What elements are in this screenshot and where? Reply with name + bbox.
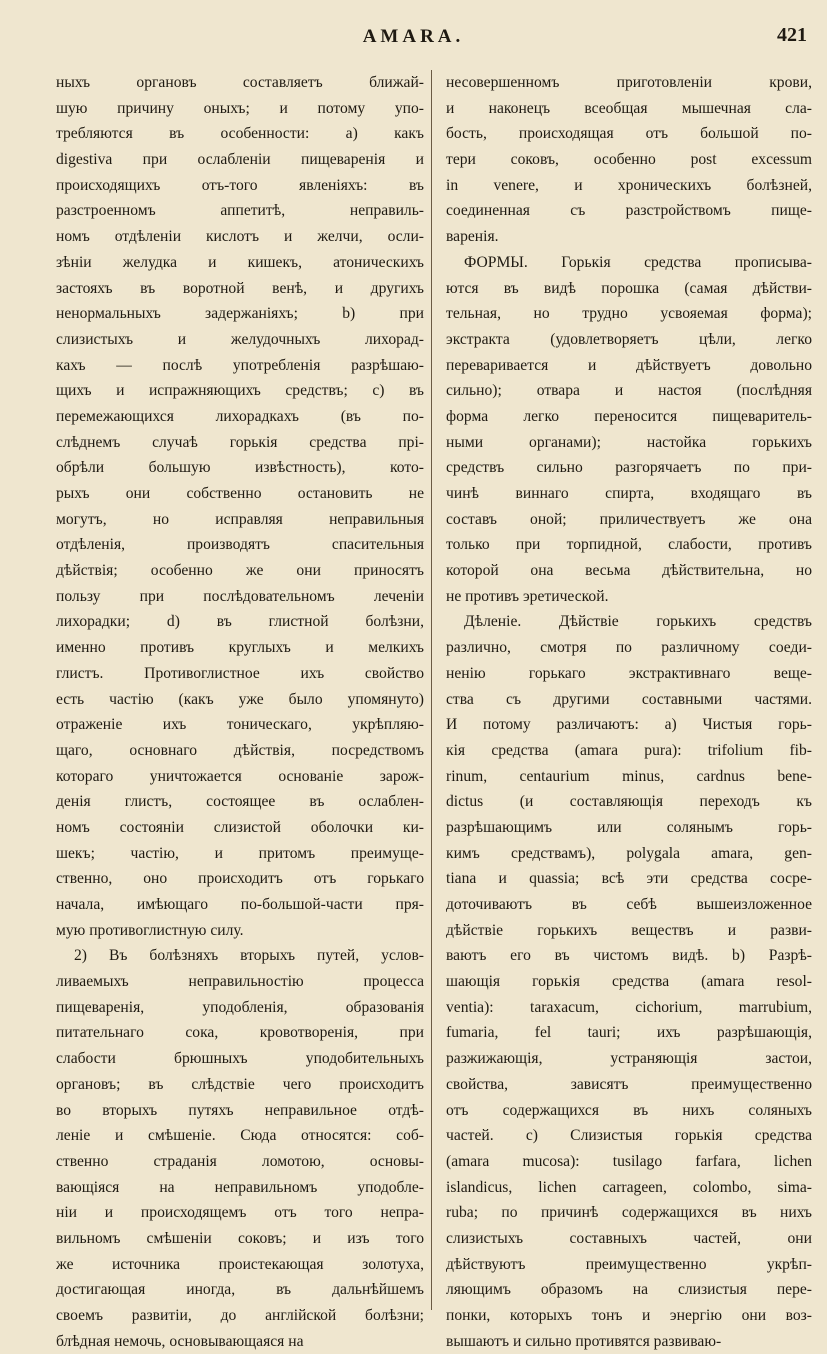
text-line: частей. c) Слизистыя горькія средства bbox=[446, 1127, 812, 1145]
column-divider bbox=[431, 70, 432, 1310]
text-line: котораго уничтожается основаніе зарож- bbox=[56, 767, 424, 785]
text-line: разжижающія, устраняющія застои, bbox=[446, 1050, 812, 1068]
text-line: отдѣленія, производятъ спасительныя bbox=[56, 536, 424, 554]
text-line: именно противъ круглыхъ и мелкихъ bbox=[56, 639, 424, 657]
text-line: ФОРМЫ. Горькія средства прописыва- bbox=[464, 253, 812, 271]
text-line: кахъ — послѣ употребленія разрѣшаю- bbox=[56, 356, 424, 374]
text-line: ruba; по причинѣ содержащихся въ нихъ bbox=[446, 1204, 812, 1222]
text-line: сильно); отвара и настоя (послѣдняя bbox=[446, 382, 812, 400]
text-line: tiana и quassia; всѣ эти средства сосре- bbox=[446, 870, 812, 888]
text-line: питательнаго сока, кровотворенія, при bbox=[56, 1024, 424, 1042]
text-line: только при торпидной, слабости, противъ bbox=[446, 536, 812, 554]
text-line: шекъ; частію, и притомъ преимуще- bbox=[56, 844, 424, 862]
text-line: варенія. bbox=[446, 228, 499, 246]
text-line: 2) Въ болѣзняхъ вторыхъ путей, услов- bbox=[74, 947, 424, 965]
text-line: fumaria, fel tauri; ихъ разрѣшающія, bbox=[446, 1024, 812, 1042]
text-line: требляются въ особенности: a) какъ bbox=[56, 125, 424, 143]
text-line: ливаемыхъ неправильностію процесса bbox=[56, 973, 424, 991]
text-line: бость, происходящая отъ большой по- bbox=[446, 125, 812, 143]
text-line: (amara mucosa): tusilago farfara, lichen bbox=[446, 1152, 812, 1170]
text-line: же источника проистекающая золотуха, bbox=[56, 1255, 424, 1273]
text-line: есть частію (какъ уже было упомянуто) bbox=[56, 690, 424, 708]
text-line: экстракта (удовлетворяетъ цѣли, легко bbox=[446, 330, 812, 348]
text-line: застояхъ въ воротной венѣ, и другихъ bbox=[56, 279, 424, 297]
text-line: кимъ средствамъ), polygala amara, gen- bbox=[446, 844, 812, 862]
text-line: форма легко переносится пищеваритель- bbox=[446, 407, 812, 425]
text-line: отъ содержащихся въ нихъ соляныхъ bbox=[446, 1101, 812, 1119]
running-title: АМАRА. bbox=[362, 26, 465, 47]
text-line: во вторыхъ путяхъ неправильное отдѣ- bbox=[56, 1101, 424, 1119]
text-line: ными органами); настойка горькихъ bbox=[446, 433, 812, 451]
text-line: дѣйствія; особенно же они приносятъ bbox=[56, 562, 424, 580]
page-header bbox=[0, 22, 827, 58]
text-line: не противъ эретической. bbox=[446, 587, 609, 605]
text-line: и наконецъ всеобщая мышечная сла- bbox=[446, 99, 812, 117]
text-line: происходящихъ отъ-того явленіяхъ: въ bbox=[56, 176, 424, 194]
text-line: слизистыхъ и желудочныхъ лихорад- bbox=[56, 330, 424, 348]
text-line: могутъ, но исправляя неправильныя bbox=[56, 510, 424, 528]
text-line: блѣдная немочь, основывающаяся на bbox=[56, 1332, 304, 1350]
text-line: ненормальныхъ задержаніяхъ; b) при bbox=[56, 305, 424, 323]
text-line: глистъ. Противоглистное ихъ свойство bbox=[56, 664, 424, 682]
text-line: пользу при послѣдовательномъ леченіи bbox=[56, 587, 424, 605]
text-line: Дѣленіе. Дѣйствіе горькихъ средствъ bbox=[464, 613, 812, 631]
text-line: несовершенномъ приготовленіи крови, bbox=[446, 74, 812, 91]
text-line: digestiva при ослабленіи пищеваренія и bbox=[56, 151, 424, 169]
text-line: доточиваютъ въ себѣ вышеизложенное bbox=[446, 896, 812, 913]
text-line: разстроенномъ аппетитѣ, неправиль- bbox=[56, 202, 424, 220]
text-line: составъ оной; приличествуетъ же она bbox=[446, 510, 812, 528]
text-line: средствъ сильно разгорячаетъ по при- bbox=[446, 459, 812, 477]
text-line: начала, имѣющаго по-большой-части пря- bbox=[56, 896, 424, 913]
text-line: обрѣли большую извѣстность), кото- bbox=[56, 459, 424, 477]
text-line: ніи и происходящемъ отъ того непра- bbox=[56, 1204, 424, 1222]
text-line: номъ состояніи слизистой оболочки ки- bbox=[56, 818, 424, 836]
text-line: щихъ и испражняющихъ средствъ; c) въ bbox=[56, 382, 424, 400]
text-line: ственно страданія ломотою, основы- bbox=[56, 1152, 424, 1170]
text-line: ляющимъ образомъ на слизистыя пере- bbox=[446, 1281, 812, 1299]
text-line: органовъ; въ слѣдствіе чего происходитъ bbox=[56, 1075, 424, 1093]
text-line: вающіяся на неправильномъ уподобле- bbox=[56, 1178, 424, 1196]
right-text-column bbox=[446, 70, 812, 1354]
text-line: свойства, зависятъ преимущественно bbox=[446, 1075, 812, 1093]
text-line: слизистыхъ составныхъ частей, они bbox=[446, 1229, 812, 1247]
text-line: ненію горькаго экстрактивнаго веще- bbox=[446, 664, 812, 682]
text-line: слабости брюшныхъ уподобительныхъ bbox=[56, 1050, 424, 1068]
text-line: которой она весьма дѣйствительна, но bbox=[446, 562, 812, 580]
text-line: ются въ видѣ порошка (самая дѣйстви- bbox=[446, 279, 812, 297]
text-line: дѣйствіе горькихъ веществъ и разви- bbox=[446, 921, 812, 939]
text-line: перемежающихся лихорадкахъ (въ по- bbox=[56, 407, 424, 425]
text-line: вышаютъ и сильно противятся развиваю- bbox=[446, 1332, 722, 1350]
text-line: ventia): taraxacum, cichorium, marrubium, bbox=[446, 998, 812, 1016]
left-text-column bbox=[56, 70, 424, 1354]
text-line: зѣніи желудка и кишекъ, атоническихъ bbox=[56, 253, 424, 271]
text-line: шую причину оныхъ; и потому упо- bbox=[56, 99, 424, 117]
text-line: дѣйствуютъ преимущественно укрѣп- bbox=[446, 1255, 812, 1273]
text-line: своемъ развитіи, до англійской болѣзни; bbox=[56, 1307, 424, 1324]
text-line: различно, смотря по различному соеди- bbox=[446, 639, 812, 657]
text-line: разрѣшающимъ или солянымъ горь- bbox=[446, 818, 812, 836]
text-line: вильномъ смѣшеніи соковъ; и изъ того bbox=[56, 1229, 424, 1247]
text-line: ваютъ его въ чистомъ видѣ. b) Разрѣ- bbox=[446, 947, 812, 965]
text-line: rinum, centaurium minus, cardnus bene- bbox=[446, 767, 812, 785]
text-line: отраженіе ихъ тоническаго, укрѣпляю- bbox=[56, 716, 424, 734]
text-line: ныхъ органовъ составляетъ ближай- bbox=[56, 74, 424, 91]
text-line: пищеваренія, уподобленія, образованія bbox=[56, 998, 424, 1016]
text-line: тери соковъ, особенно post excessum bbox=[446, 151, 812, 169]
text-line: И потому различаютъ: a) Чистыя горь- bbox=[446, 716, 812, 734]
text-line: кія средства (amara pura): trifolium fib- bbox=[446, 741, 812, 759]
text-line: чинѣ виннаго спирта, входящаго въ bbox=[446, 485, 812, 502]
text-line: номъ отдѣленіи кислотъ и желчи, осли- bbox=[56, 228, 424, 246]
text-line: рыхъ они собственно остановить не bbox=[56, 485, 424, 502]
text-line: понки, которыхъ тонъ и энергію они воз- bbox=[446, 1307, 812, 1324]
page-number: 421 bbox=[777, 24, 807, 46]
text-line: ства съ другими составными частями. bbox=[446, 690, 812, 708]
text-line: достигающая иногда, въ дальнѣйшемъ bbox=[56, 1281, 424, 1299]
text-line: соединенная съ разстройствомъ пище- bbox=[446, 202, 812, 220]
text-line: щаго, основнаго дѣйствія, посредствомъ bbox=[56, 741, 424, 759]
text-line: денія глистъ, состоящее въ ослаблен- bbox=[56, 793, 424, 811]
text-line: леніе и смѣшеніе. Сюда относятся: соб- bbox=[56, 1127, 424, 1145]
text-line: мую противоглистную силу. bbox=[56, 921, 244, 939]
text-line: dictus (и составляющія переходъ къ bbox=[446, 793, 812, 811]
text-line: лихорадки; d) въ глистной болѣзни, bbox=[56, 613, 424, 631]
text-line: шающія горькія средства (amara resol- bbox=[446, 973, 812, 991]
text-line: in venere, и хроническихъ болѣзней, bbox=[446, 176, 812, 194]
text-line: переваривается и дѣйствуетъ довольно bbox=[446, 356, 812, 374]
text-line: ственно, оно происходитъ отъ горькаго bbox=[56, 870, 424, 888]
text-line: слѣднемъ случаѣ горькія средства прі- bbox=[56, 433, 424, 451]
text-line: тельная, но трудно усвояемая форма); bbox=[446, 305, 812, 323]
text-line: islandicus, lichen carrageen, colombo, sima- bbox=[446, 1178, 812, 1196]
